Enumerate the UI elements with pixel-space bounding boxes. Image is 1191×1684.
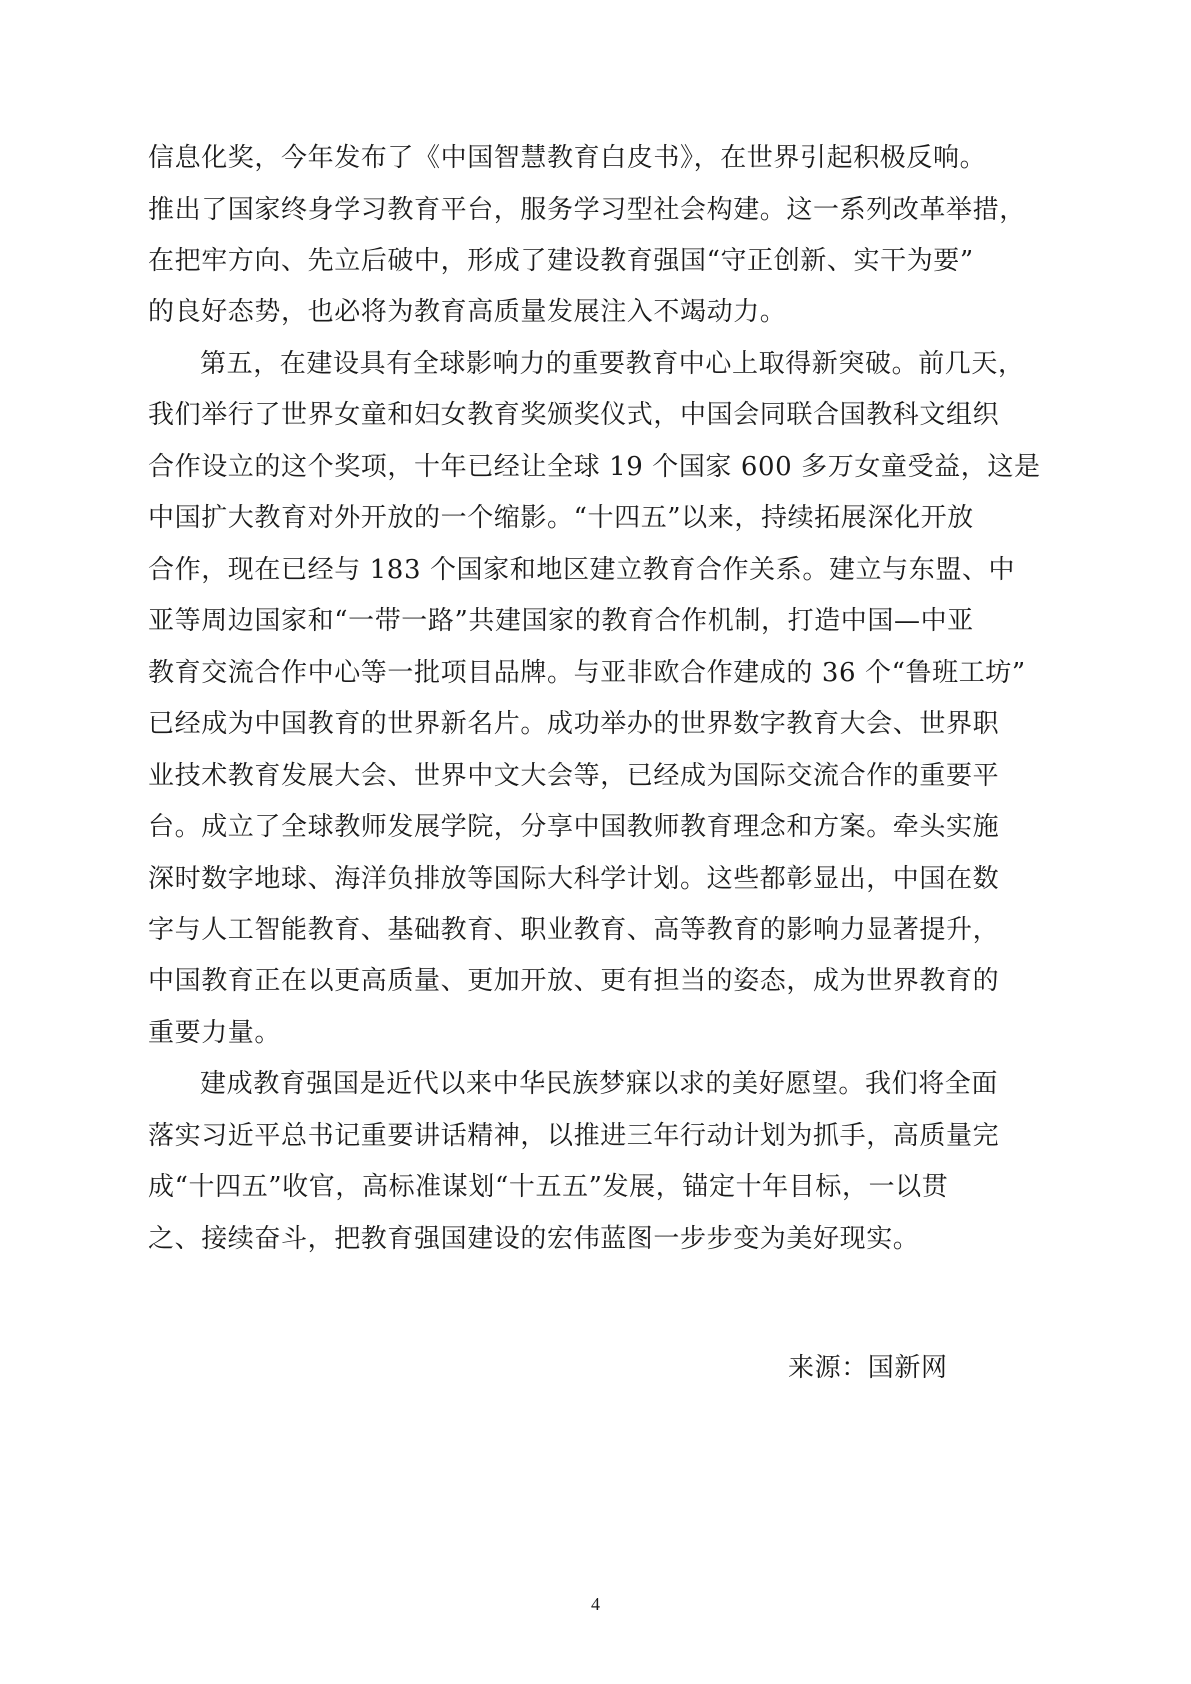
paragraph-line: 已经成为中国教育的世界新名片。成功举办的世界数字教育大会、世界职 [148, 709, 1000, 739]
paragraph-line: 深时数字地球、海洋负排放等国际大科学计划。这些都彰显出，中国在数 [148, 864, 1000, 894]
paragraph-line: 在把牢方向、先立后破中，形成了建设教育强国“守正创新、实干为要” [148, 246, 974, 276]
paragraph-line: 落实习近平总书记重要讲话精神，以推进三年行动计划为抓手，高质量完 [148, 1121, 1000, 1151]
paragraph-line: 建成教育强国是近代以来中华民族梦寐以求的美好愿望。我们将全面 [200, 1069, 999, 1099]
paragraph-line: 合作，现在已经与 183 个国家和地区建立教育合作关系。建立与东盟、中 [148, 555, 1016, 585]
page-number: 4 [591, 1594, 600, 1614]
paragraph-line: 我们举行了世界女童和妇女教育奖颁奖仪式，中国会同联合国教科文组织 [148, 400, 1000, 430]
paragraph-line: 字与人工智能教育、基础教育、职业教育、高等教育的影响力显著提升， [148, 915, 1000, 945]
source-attribution: 来源：国新网 [788, 1353, 948, 1383]
paragraph-line: 亚等周边国家和“一带一路”共建国家的教育合作机制，打造中国—中亚 [148, 606, 974, 636]
paragraph-line: 的良好态势，也必将为教育高质量发展注入不竭动力。 [148, 297, 787, 327]
paragraph-line: 之、接续奋斗，把教育强国建设的宏伟蓝图一步步变为美好现实。 [148, 1224, 920, 1254]
paragraph-line: 业技术教育发展大会、世界中文大会等，已经成为国际交流合作的重要平 [148, 761, 1000, 791]
paragraph-line: 推出了国家终身学习教育平台，服务学习型社会构建。这一系列改革举措， [148, 195, 1026, 225]
paragraph-line: 中国扩大教育对外开放的一个缩影。“十四五”以来，持续拓展深化开放 [148, 503, 974, 533]
paragraph-line: 中国教育正在以更高质量、更加开放、更有担当的姿态，成为世界教育的 [148, 966, 1000, 996]
paragraph-line: 台。成立了全球教师发展学院，分享中国教师教育理念和方案。牵头实施 [148, 812, 1000, 842]
paragraph-line: 重要力量。 [148, 1018, 282, 1048]
paragraph-line: 成“十四五”收官，高标准谋划“十五五”发展，锚定十年目标，一以贯 [148, 1172, 949, 1202]
paragraph-line: 第五，在建设具有全球影响力的重要教育中心上取得新突破。前几天， [200, 349, 1025, 379]
paragraph-line: 信息化奖，今年发布了《中国智慧教育白皮书》，在世界引起积极反响。 [148, 143, 987, 173]
paragraph-line: 教育交流合作中心等一批项目品牌。与亚非欧合作建成的 36 个“鲁班工坊” [148, 658, 1026, 688]
paragraph-line: 合作设立的这个奖项，十年已经让全球 19 个国家 600 多万女童受益，这是 [148, 452, 1041, 482]
